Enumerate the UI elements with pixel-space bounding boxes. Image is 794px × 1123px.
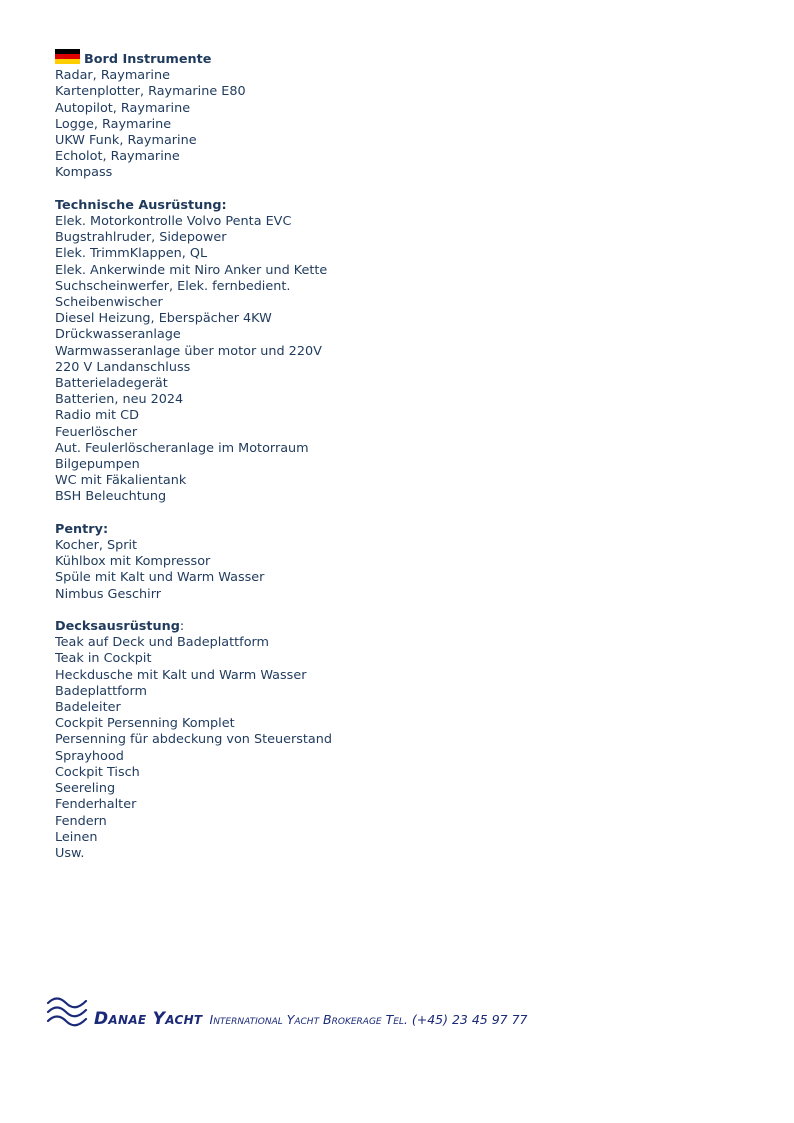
footer-brand-line <box>94 1009 528 1029</box>
list-item: Drückwasseranlage <box>55 327 181 343</box>
section-heading-text: Decksausrüstung <box>55 619 180 635</box>
list-item: Badeleiter <box>55 700 121 716</box>
list-item: Bugstrahlruder, Sidepower <box>55 230 227 246</box>
brand-tagline: International Yacht Brokerage Tel. (+45) 23 45 97 77 <box>209 1012 528 1027</box>
list-item: WC mit Fäkalientank <box>55 473 187 489</box>
section-technische-ausruestung <box>55 198 755 506</box>
section-pentry <box>55 522 755 603</box>
list-item: Suchscheinwerfer, Elek. fernbedient. <box>55 278 291 294</box>
list-item: Kühlbox mit Kompressor <box>55 554 211 570</box>
list-item: Badeplattform <box>55 683 148 699</box>
section-heading: Pentry: <box>55 521 109 537</box>
list-item: Elek. Ankerwinde mit Niro Anker und Kette <box>55 262 328 278</box>
germany-flag-icon <box>55 49 80 64</box>
list-item: Seereling <box>55 781 116 797</box>
list-item: Kocher, Sprit <box>55 538 138 554</box>
list-item: Aut. Feulerlöscheranlage im Motorraum <box>55 440 309 456</box>
footer <box>46 996 686 1036</box>
section-heading-text: Bord Instrumente <box>84 52 212 67</box>
section-bord-instrumente <box>55 49 755 182</box>
list-item: Diesel Heizung, Eberspächer 4KW <box>55 311 272 327</box>
list-item: Cockpit Tisch <box>55 764 140 780</box>
list-item: Warmwasseranlage über motor und 220V <box>55 343 322 359</box>
list-item: Persenning für abdeckung von Steuerstand <box>55 732 332 748</box>
list-item: Spüle mit Kalt und Warm Wasser <box>55 570 265 586</box>
section-heading: Technische Ausrüstung: <box>55 197 227 213</box>
waves-logo-icon <box>46 996 88 1028</box>
list-item: Radio mit CD <box>55 408 139 424</box>
list-item: Heckdusche mit Kalt und Warm Wasser <box>55 667 307 683</box>
brand-name: Danae Yacht <box>94 1009 203 1029</box>
section-decksausruestung <box>55 619 755 862</box>
list-item: Batterieladegerät <box>55 376 168 392</box>
list-item: Kartenplotter, Raymarine E80 <box>55 84 246 100</box>
list-item: Fenderhalter <box>55 797 137 813</box>
list-item: Elek. TrimmKlappen, QL <box>55 246 208 262</box>
section-heading-suffix: : <box>179 619 185 635</box>
list-item: Bilgepumpen <box>55 457 140 473</box>
equipment-list <box>55 49 755 862</box>
list-item: Sprayhood <box>55 748 124 764</box>
list-item: Radar, Raymarine <box>55 68 170 84</box>
list-item: UKW Funk, Raymarine <box>55 133 197 149</box>
list-item: Echolot, Raymarine <box>55 149 180 165</box>
list-item: Scheibenwischer <box>55 295 163 311</box>
list-item: Autopilot, Raymarine <box>55 100 191 116</box>
list-item: Teak auf Deck und Badeplattform <box>55 635 270 651</box>
list-item: Usw. <box>55 845 85 861</box>
list-item: Fendern <box>55 813 107 829</box>
list-item: Teak in Cockpit <box>55 651 152 667</box>
list-item: Logge, Raymarine <box>55 116 172 132</box>
section-heading <box>55 619 755 635</box>
section-heading <box>55 49 755 68</box>
list-item: Nimbus Geschirr <box>55 586 162 602</box>
list-item: BSH Beleuchtung <box>55 489 167 505</box>
list-item: Cockpit Persenning Komplet <box>55 716 235 732</box>
list-item: Kompass <box>55 165 113 181</box>
list-item: 220 V Landanschluss <box>55 359 191 375</box>
list-item: Leinen <box>55 829 98 845</box>
list-item: Batterien, neu 2024 <box>55 392 184 408</box>
list-item: Feuerlöscher <box>55 424 138 440</box>
list-item: Elek. Motorkontrolle Volvo Penta EVC <box>55 214 292 230</box>
